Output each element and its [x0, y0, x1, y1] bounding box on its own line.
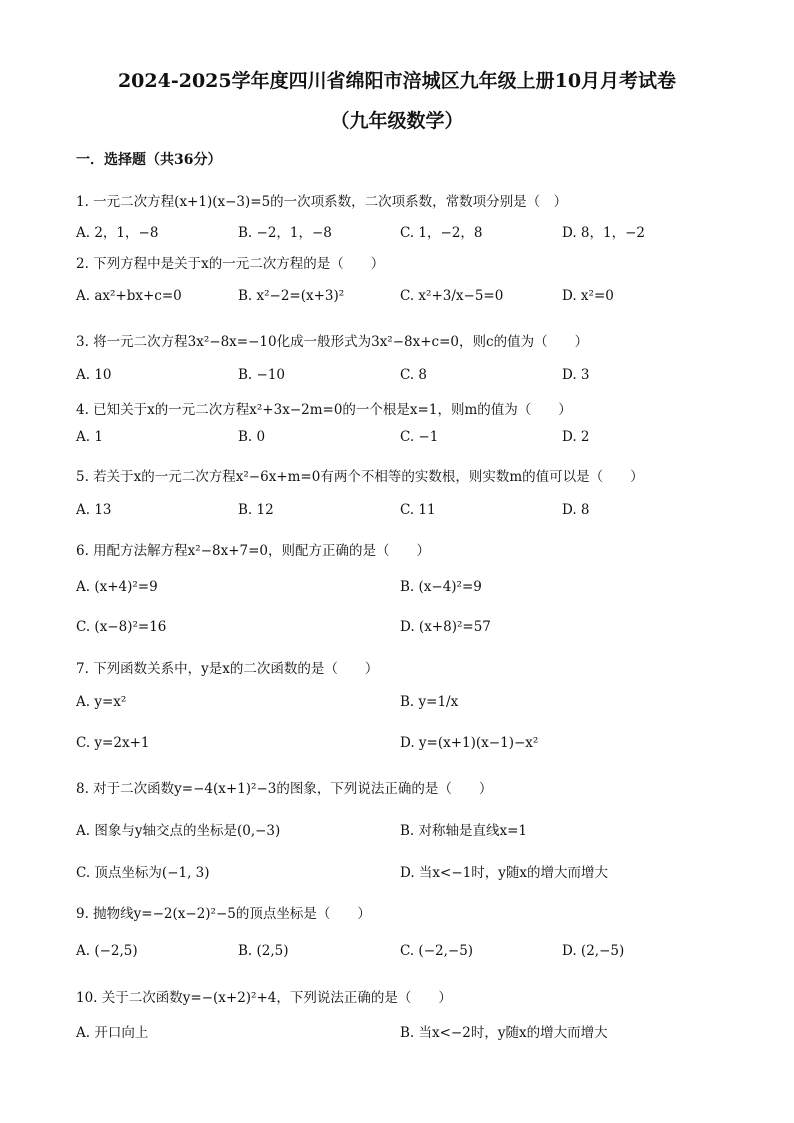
- question-stem: 10. 关于二次函数y=−(x+2)²+4，下列说法正确的是（ ）: [76, 990, 452, 1006]
- question-stem: 8. 对于二次函数y=−4(x+1)²−3的图象，下列说法正确的是（ ）: [76, 781, 493, 797]
- option: A. 10: [76, 367, 112, 383]
- option: B. y=1/x: [400, 694, 459, 710]
- option: B. x²−2=(x+3)²: [238, 288, 345, 304]
- question-stem: 3. 将一元二次方程3x²−8x=−10化成一般形式为3x²−8x+c=0，则c的值为（ ）: [76, 334, 589, 350]
- option: A. 开口向上: [76, 1025, 149, 1041]
- option: B. −10: [238, 367, 285, 383]
- option: A. 图象与y轴交点的坐标是(0,−3): [76, 823, 281, 839]
- question-stem: 5. 若关于x的一元二次方程x²−6x+m=0有两个不相等的实数根，则实数m的值可以是（ ）: [76, 469, 644, 485]
- option: C. (−2,−5): [400, 943, 474, 959]
- option: D. 当x<−1时，y随x的增大而增大: [400, 865, 608, 881]
- option: B. (x−4)²=9: [400, 579, 482, 595]
- option: A. 2，1，−8: [76, 225, 159, 241]
- option: C. x²+3/x−5=0: [400, 288, 504, 304]
- option: C. 顶点坐标为(−1, 3): [76, 865, 210, 881]
- option: D. 8: [562, 502, 590, 518]
- question-stem: 7. 下列函数关系中，y是x的二次函数的是（ ）: [76, 661, 379, 677]
- option: A. 1: [76, 429, 103, 445]
- option: D. (2,−5): [562, 943, 625, 959]
- option: C. 11: [400, 502, 436, 518]
- option: B. (2,5): [238, 943, 289, 959]
- question-stem: 4. 已知关于x的一元二次方程x²+3x−2m=0的一个根是x=1，则m的值为（ ）: [76, 402, 572, 418]
- option: D. 8，1，−2: [562, 225, 646, 241]
- option: A. 13: [76, 502, 112, 518]
- question-stem: 6. 用配方法解方程x²−8x+7=0，则配方正确的是（ ）: [76, 543, 431, 559]
- question-stem: 1. 一元二次方程(x+1)(x−3)=5的一次项系数，二次项系数，常数项分别是（ ）: [76, 194, 568, 210]
- option: B. 0: [238, 429, 266, 445]
- option: C. 8: [400, 367, 428, 383]
- option: A. (−2,5): [76, 943, 138, 959]
- option: B. 当x<−2时，y随x的增大而增大: [400, 1025, 608, 1041]
- section-heading: 一．选择题（共36分）: [76, 152, 222, 168]
- option: C. (x−8)²=16: [76, 619, 167, 635]
- option: B. −2，1，−8: [238, 225, 332, 241]
- option: A. y=x²: [76, 694, 127, 710]
- page-title: 2024-2025学年度四川省绵阳市涪城区九年级上册10月月考试卷: [117, 70, 677, 92]
- option: D. 3: [562, 367, 590, 383]
- option: A. ax²+bx+c=0: [76, 288, 182, 304]
- option: D. y=(x+1)(x−1)−x²: [400, 735, 539, 751]
- option: C. 1，−2，8: [400, 225, 483, 241]
- option: A. (x+4)²=9: [76, 579, 158, 595]
- option: B. 对称轴是直线x=1: [400, 823, 528, 839]
- option: B. 12: [238, 502, 274, 518]
- option: D. x²=0: [562, 288, 614, 304]
- option: D. (x+8)²=57: [400, 619, 491, 635]
- page-subtitle: （九年级数学）: [330, 110, 464, 132]
- option: C. −1: [400, 429, 439, 445]
- option: D. 2: [562, 429, 590, 445]
- question-stem: 2. 下列方程中是关于x的一元二次方程的是（ ）: [76, 256, 385, 272]
- option: C. y=2x+1: [76, 735, 150, 751]
- question-stem: 9. 抛物线y=−2(x−2)²−5的顶点坐标是（ ）: [76, 906, 371, 922]
